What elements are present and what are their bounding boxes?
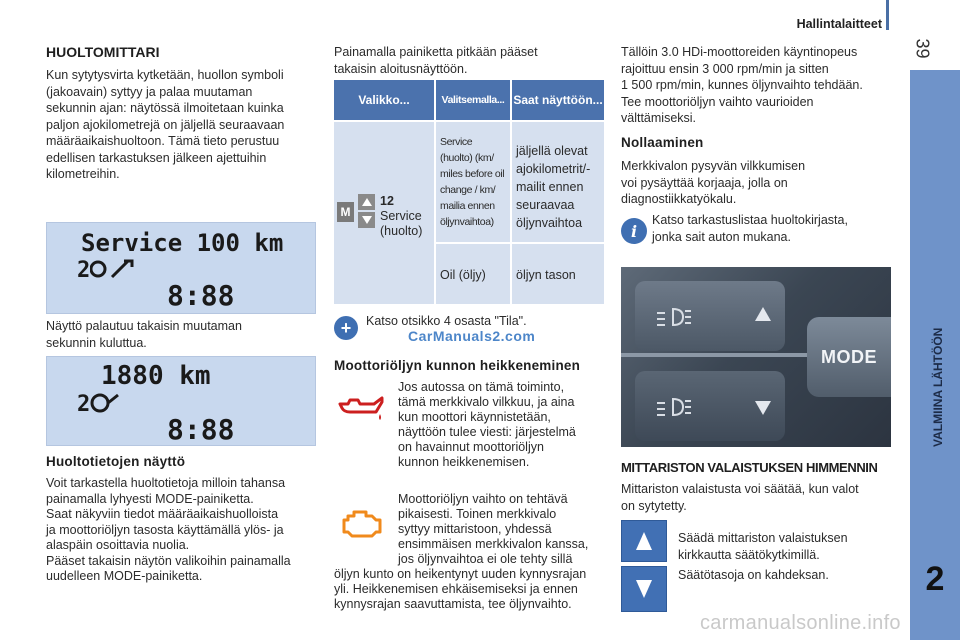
- see-also-plus-icon: +: [334, 316, 358, 340]
- service-info-subtitle: Huoltotietojen näyttö: [46, 454, 186, 469]
- dimmer-title: MITTARISTON VALAISTUKSEN HIMMENNIN: [621, 460, 878, 475]
- menu-service-label: 12 Service (huolto): [380, 194, 423, 238]
- lcd-clock: 8:88: [167, 279, 235, 312]
- arrow-down-icon: [358, 212, 375, 228]
- engine-warning-orange-icon: [340, 506, 384, 542]
- lcd-km-text: 1880 km: [101, 361, 211, 391]
- lcd-clock: 8:88: [167, 413, 235, 446]
- table-header-result: Saat näyttöön...: [512, 80, 604, 120]
- lcd-wrench-icon: 2: [77, 257, 136, 283]
- dashboard-photo: [621, 267, 891, 447]
- page-number: 39: [912, 38, 933, 59]
- chapter-number: 2: [925, 560, 945, 598]
- oil-condition-text-1: Jos autossa on tämä toiminto, tämä merkkivalo vilkkuu, ja aina kun moottori käynnistetään, näyttöön tulee viesti: järjestelmä on havainnut moottoriöljyn kunnon heikkenemisen.: [398, 380, 576, 469]
- lcd-oil-icon: 2: [77, 391, 120, 417]
- footer-watermark: carmanualsonline.info: [700, 612, 901, 634]
- service-indicator-intro: Kun sytytysvirta kytketään, huollon symboli (jakoavain) syttyy ja palaa muutaman sekunnin ajan: näytössä ilmoitetaan kuinka paljon ajokilometrejä on jäljellä seuraavaan määräaikaishuoltoon. Tämä tieto perustuu edellisen tarkastuksen jälkeen ajettuihin kilometreihin.: [46, 68, 285, 181]
- menu-table: [334, 80, 604, 304]
- dimmer-down-button-icon: [621, 566, 667, 612]
- mode-button: MODE: [807, 317, 891, 397]
- header-accent-bar: [886, 0, 889, 30]
- table-cell-result-oil: öljyn tason: [512, 244, 604, 304]
- km-lcd-display: [46, 356, 316, 446]
- oil-warning-red-icon: [336, 394, 386, 424]
- arrow-up-icon: [358, 194, 375, 210]
- carmanuals-watermark: CarManuals2.com: [408, 328, 536, 344]
- table-header-select: Valitsemalla...: [436, 80, 510, 120]
- m-button-icon: M: [337, 202, 354, 222]
- oil-condition-text-3: öljyn kunto on heikentynyt uuden kynnysrajan yli. Heikkenemisen ehkäisemiseksi ja ennen kynnysrajan saavuttamista, tee öljynvaihto.: [334, 567, 587, 611]
- dimmer-note-1: Säädä mittariston valaistuksen kirkkautta säätökytkimillä.: [678, 531, 848, 562]
- caption-reset-display: Näyttö palautuu takaisin muutaman sekunnin kuluttua.: [46, 319, 242, 350]
- oil-condition-text-2: Moottoriöljyn vaihto on tehtävä pikaisesti. Toinen merkkivalo syttyy mittaristoon, yhdessä ensimmäisen merkkivalon kanssa, jos öljynvaihtoa ei ole tehty sillä: [398, 492, 589, 566]
- oil-condition-title: Moottoriöljyn kunnon heikkeneminen: [334, 358, 581, 373]
- chapter-label: VALMIINA LÄHTÖÖN: [931, 327, 945, 447]
- table-cell-menu: [334, 122, 434, 304]
- info-icon: i: [621, 218, 647, 244]
- photo-upper-button: [635, 281, 785, 351]
- reset-text: Merkkivalon pysyvän vilkkumisen voi pysäyttää korjaaja, jolla on diagnostiikkatyökalu.: [621, 159, 806, 206]
- dimmer-text: Mittariston valaistusta voi säätää, kun valot on sytytetty.: [621, 482, 859, 513]
- service-info-text: Voit tarkastella huoltotietoja milloin tahansa painamalla lyhyesti MODE-painiketta. Saat näkyviin tiedot määräaikaishuolloista ja moottoriöljyn tasosta käyttämällä ylös- ja alaspäin osoittavia nuolia. Pääset takaisin näytön valikoihin painamalla uudelleen MODE-painiketta.: [46, 476, 291, 583]
- rpm-limit-text: Tällöin 3.0 HDi-moottoreiden käyntinopeus rajoittuu ensin 3 000 rpm/min ja sitten 1 500 rpm/min, kunnes öljynvaihto tehdään. Tee moottoriöljyn vaihto vaurioiden välttämiseksi.: [621, 45, 863, 125]
- service-lcd-display: [46, 222, 316, 314]
- table-header-menu: Valikko...: [334, 80, 434, 120]
- info-note-text: Katso tarkastuslistaa huoltokirjasta, jonka sait auton mukana.: [652, 213, 848, 244]
- dimmer-note-2: Säätötasoja on kahdeksan.: [678, 568, 829, 582]
- section-title: Hallintalaitteet: [796, 17, 882, 31]
- reset-title: Nollaaminen: [621, 135, 704, 150]
- dimmer-up-button-icon: [621, 520, 667, 562]
- table-cell-select-service: Service (huolto) (km/ miles before oil change / km/ mailia ennen öljynvaihtoa): [436, 122, 510, 242]
- long-press-intro: Painamalla painiketta pitkään pääset takaisin aloitusnäyttöön.: [334, 45, 538, 76]
- photo-lower-button: [635, 371, 785, 441]
- table-cell-select-oil: Oil (öljy): [436, 244, 510, 304]
- lcd-service-text: Service 100 km: [81, 229, 284, 257]
- see-also-text: Katso otsikko 4 osasta "Tila".: [366, 314, 527, 328]
- table-cell-result-service: jäljellä olevat ajokilometrit/- mailit ennen seuraavaa öljynvaihtoa: [512, 122, 604, 242]
- service-indicator-title: HUOLTOMITTARI: [46, 44, 160, 60]
